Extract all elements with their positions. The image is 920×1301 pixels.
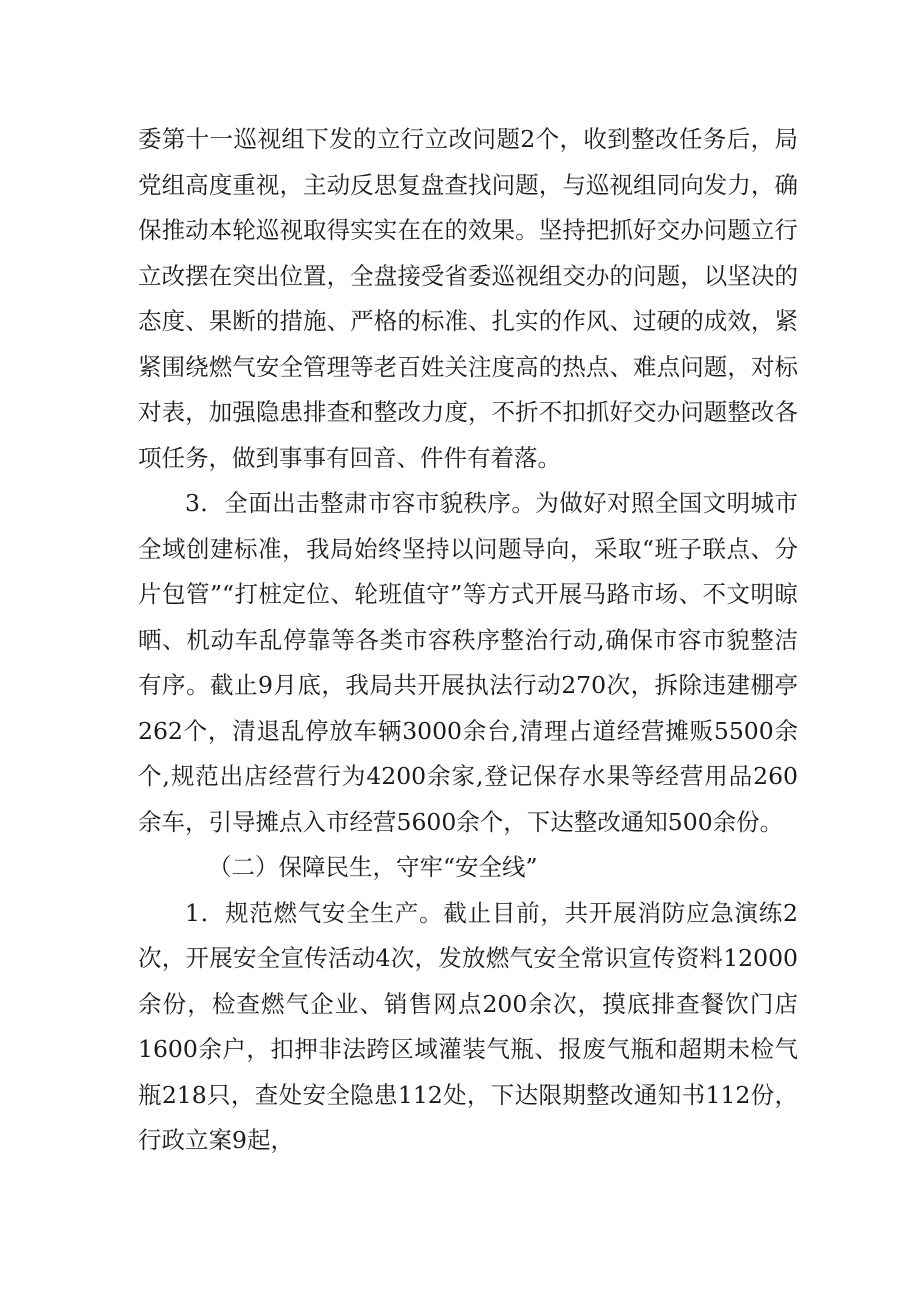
section-heading: （二）保障民生，守牢“安全线” — [208, 853, 538, 881]
document-body — [138, 117, 798, 1164]
paragraph-continued: 委第十一巡视组下发的立行立改问题2个，收到整改任务后，局党组高度重视，主动反思复盘查找问题，与巡视组同向发力，确保推动本轮巡视取得实实在在的效果。坚持把抓好交办问题立行立改摆在突出位置，全盘接受省委巡视组交办的问题，以坚决的态度、果断的措施、严格的标准、扎实的作风、过硬的成效，紧紧围绕燃气安全管理等老百姓关注度高的热点、难点问题，对标对表，加强隐患排查和整改力度，不折不扣抓好交办问题整改各项任务，做到事事有回音、件件有着落。 — [138, 125, 798, 472]
paragraph-section-1: 1．规范燃气安全生产。截止目前，共开展消防应急演练2次，开展安全宣传活动4次，发放燃气安全常识宣传资料12000余份，检查燃气企业、销售网点200余次，摸底排查餐饮门店1600余户，扣押非法跨区域灌装气瓶、报废气瓶和超期未检气瓶218只，查处安全隐患112处，下达限期整改通知书112份，行政立案9起， — [138, 898, 798, 1154]
paragraph-section-3: 3．全面出击整肃市容市貌秩序。为做好对照全国文明城市全域创建标准，我局始终坚持以问题导向，采取“班子联点、分片包管”“打桩定位、轮班值守”等方式开展马路市场、不文明晾晒、机动车乱停靠等各类市容秩序整治行动,确保市容市貌整洁有序。截止9月底，我局共开展执法行动270次，拆除违建棚亭262个，清退乱停放车辆3000余台,清理占道经营摊贩5500余个,规范出店经营行为4200余家,登记保存水果等经营用品260余车，引导摊点入市经营5600余个，下达整改通知500余份。 — [138, 489, 798, 836]
